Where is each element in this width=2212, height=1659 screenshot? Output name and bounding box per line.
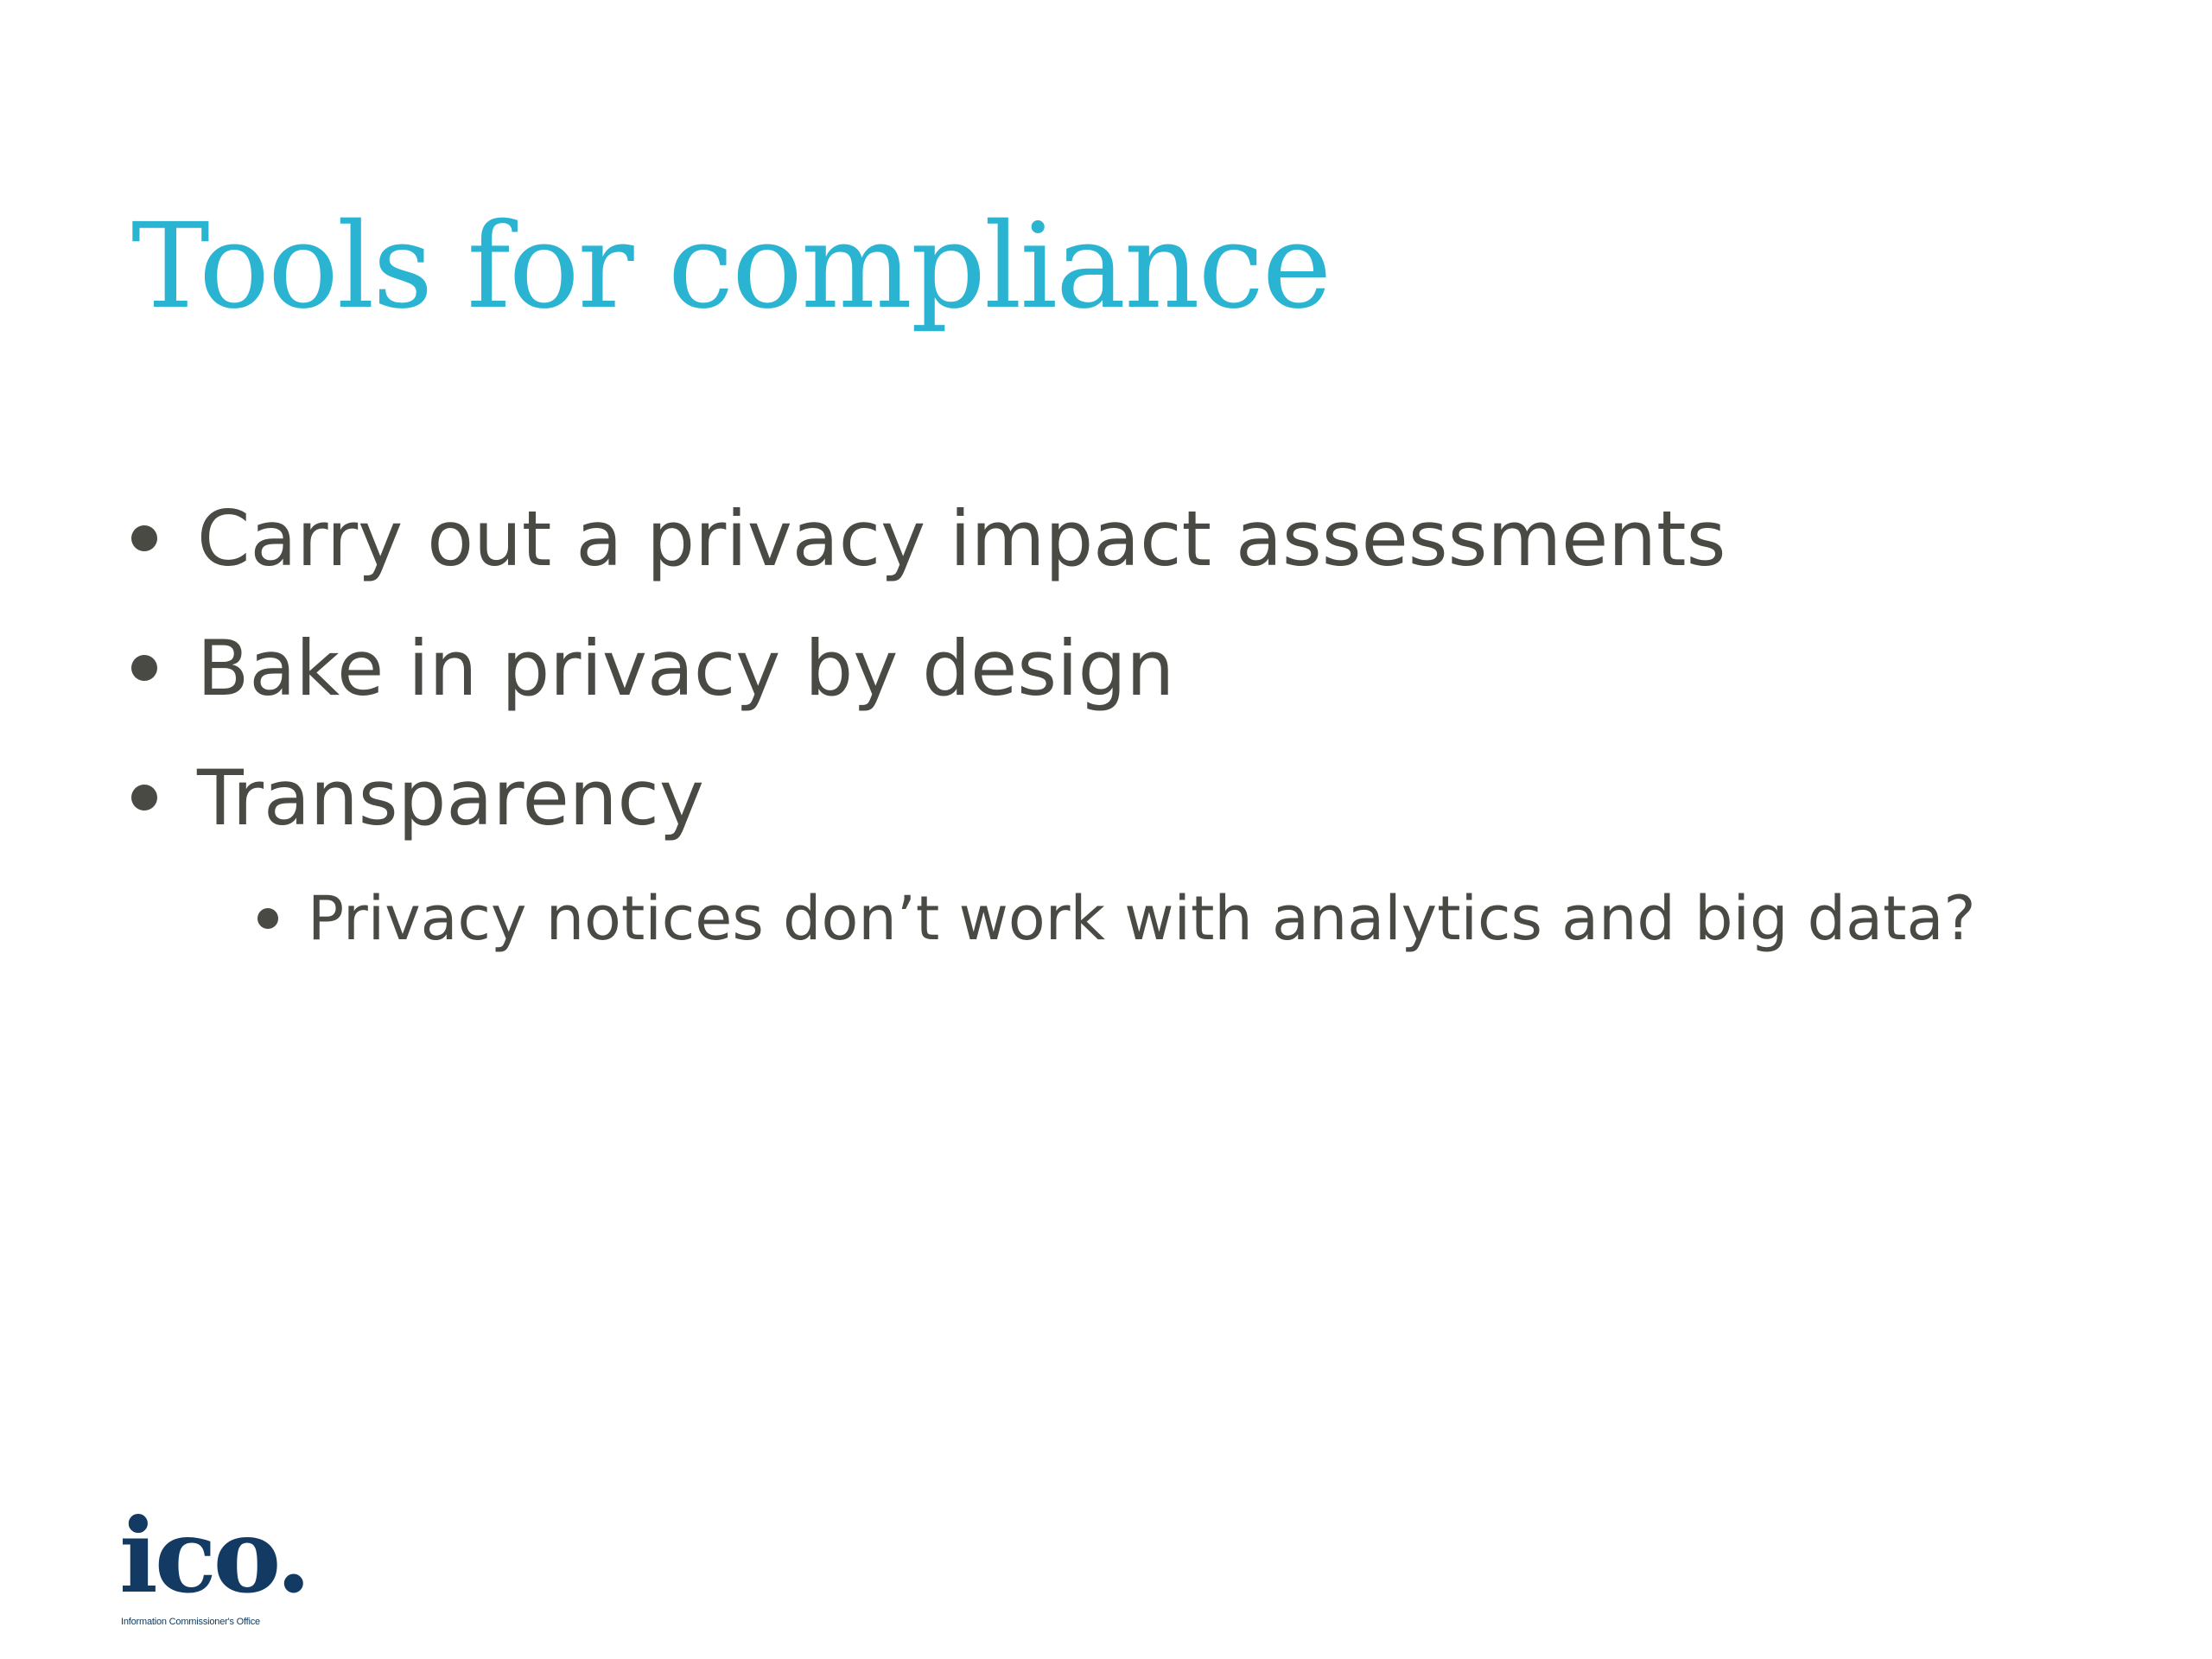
ico-logo-mark: ico. (119, 1496, 308, 1616)
bullet-text: Bake in privacy by design (197, 623, 1175, 713)
sub-bullet-dot-icon (257, 908, 278, 929)
bullet-text: Carry out a privacy impact assessments (197, 493, 1726, 583)
bullet-list (128, 474, 1726, 862)
bullet-item (128, 474, 1726, 603)
ico-logo-subtitle: Information Commissioner's Office (121, 1617, 260, 1627)
bullet-dot-icon (131, 785, 157, 810)
bullet-dot-icon (131, 525, 157, 551)
bullet-item (128, 733, 1726, 862)
bullet-item (128, 603, 1726, 733)
bullet-dot-icon (131, 655, 157, 681)
slide-title: Tools for compliance (131, 199, 1331, 335)
sub-bullet-item (257, 871, 1976, 966)
bullet-text: Transparency (197, 753, 704, 842)
sub-bullet-text: Privacy notices don’t work with analytics and big data? (308, 883, 1976, 954)
ico-logo (119, 1496, 318, 1635)
